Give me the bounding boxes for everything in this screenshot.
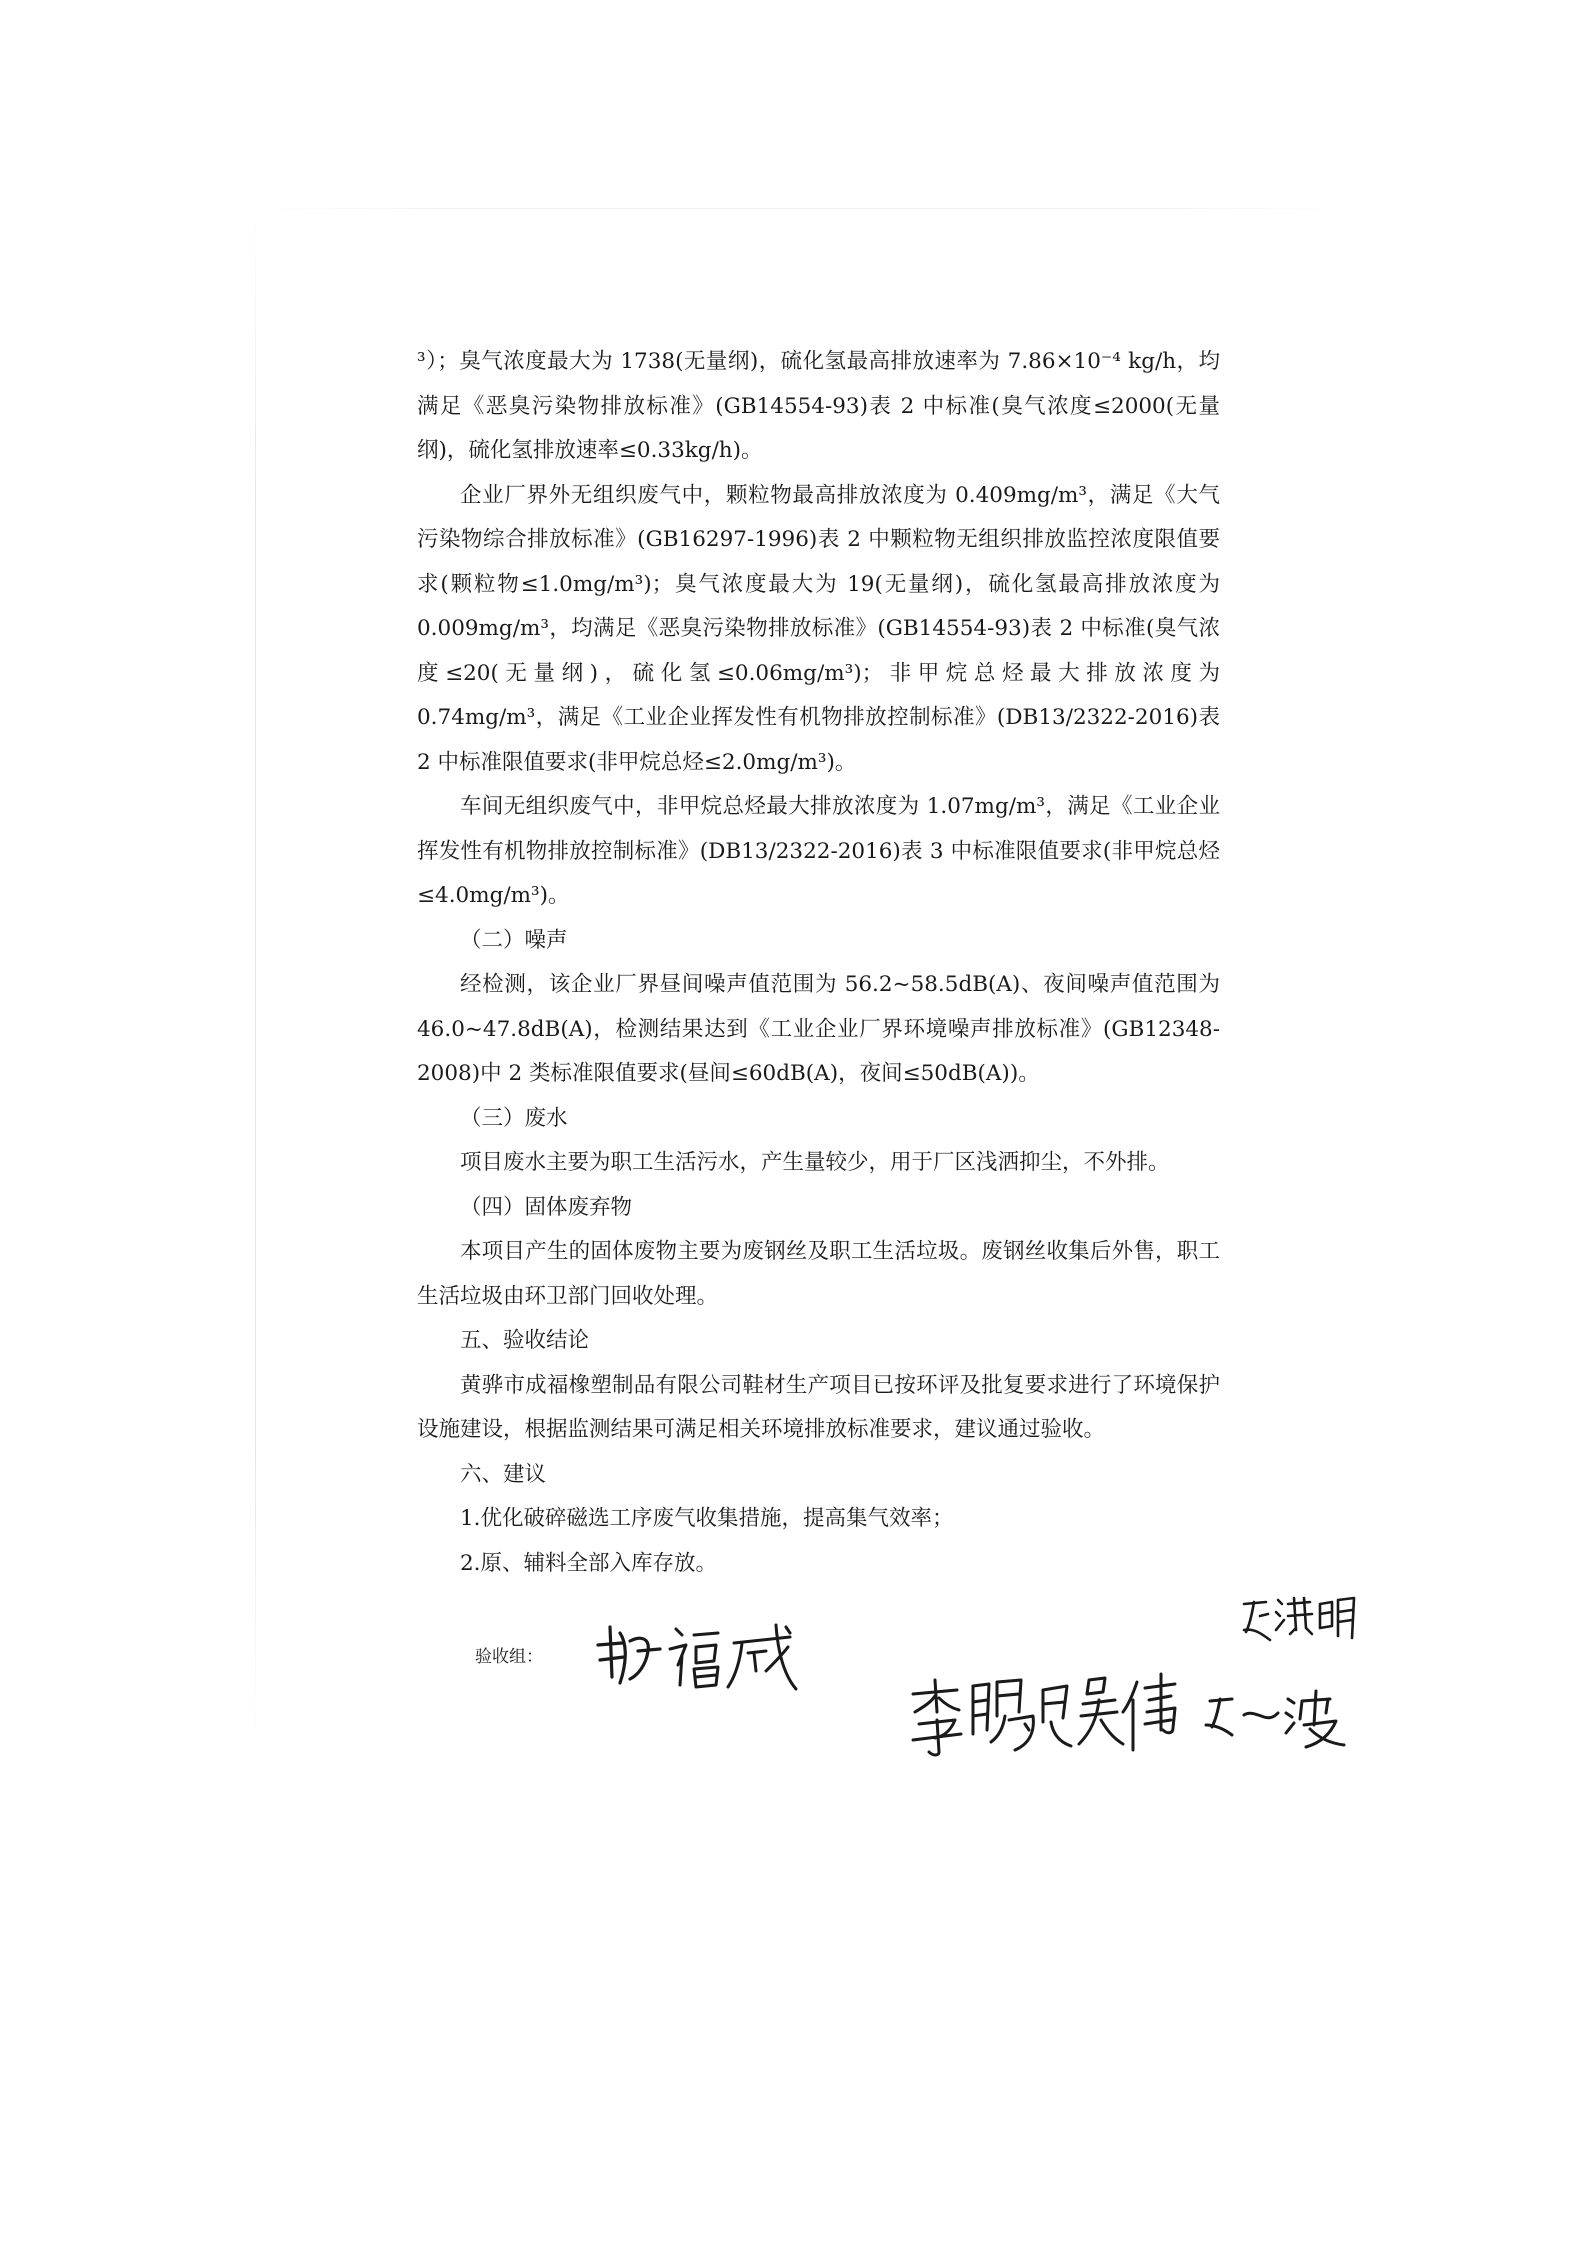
suggestion-item-1: 1.优化破碎磁选工序废气收集措施，提高集气效率；	[460, 1506, 954, 1531]
heading-noise: （二）噪声	[460, 927, 568, 953]
heading-suggestions: 六、建议	[460, 1461, 547, 1487]
paragraph-noise: 经检测，该企业厂界昼间噪声值范围为 56.2~58.5dB(A)、夜间噪声值范围为 46.0~47.8dB(A)，检测结果达到《工业企业厂界环境噪声排放标准》(GB12348-2008)中 2 类标准限值要求(昼间≤60dB(A)，夜间≤50dB(A))。	[417, 972, 1220, 1086]
signature-wu-wei	[1075, 1668, 1185, 1758]
paragraph-solid-waste: 本项目产生的固体废物主要为废钢丝及职工生活垃圾。废钢丝收集后外售，职工生活垃圾由环卫部门回收处理。	[417, 1239, 1220, 1309]
suggestion-item-2: 2.原、辅料全部入库存放。	[460, 1550, 718, 1576]
heading-conclusion: 五、验收结论	[460, 1328, 590, 1353]
signature-wang-yibo	[1200, 1685, 1350, 1755]
signature-li-peng	[905, 1672, 1075, 1762]
heading-solid-waste: （四）固体废弃物	[460, 1194, 633, 1220]
paragraph-boundary-emissions: 企业厂界外无组织废气中，颗粒物最高排放浓度为 0.409mg/m³，满足《大气污染物综合排放标准》(GB16297-1996)表 2 中颗粒物无组织排放监控浓度限值要求(颗粒物≤1.0mg/m³)；臭气浓度最大为 19(无量纲)，硫化氢最高排放浓度为 0.009mg/m³，均满足《恶臭污染物排放标准》(GB14554-93)表 2 中标准(臭气浓度≤20(无量纲)，硫化氢≤0.06mg/m³)；非甲烷总烃最大排放浓度为 0.74mg/m³，满足《工业企业挥发性有机物排放控制标准》(DB13/2322-2016)表 2 中标准限值要求(非甲烷总烃≤2.0mg/m³)。	[417, 482, 1220, 775]
document-body	[417, 340, 1220, 1586]
paragraph-odor-results: ³）；臭气浓度最大为 1738(无量纲)，硫化氢最高排放速率为 7.86×10⁻⁴ kg/h，均满足《恶臭污染物排放标准》(GB14554-93)表 2 中标准(臭气浓度≤2000(无量纲)，硫化氢排放速率≤0.33kg/h)。	[417, 349, 1220, 463]
scan-edge-left	[255, 205, 256, 1745]
paragraph-wastewater: 项目废水主要为职工生活污水，产生量较少，用于厂区浅洒抑尘，不外排。	[460, 1150, 1170, 1175]
heading-wastewater: （三）废水	[460, 1105, 568, 1131]
acceptance-group-label: 验收组：	[475, 1647, 543, 1667]
signature-wang-hongming	[1240, 1590, 1360, 1650]
paragraph-workshop-emissions: 车间无组织废气中，非甲烷总烃最大排放浓度为 1.07mg/m³，满足《工业企业挥发性有机物排放控制标准》(DB13/2322-2016)表 3 中标准限值要求(非甲烷总烃≤4.0mg/m³)。	[417, 794, 1220, 908]
signature-han-fucheng	[590, 1605, 800, 1700]
scan-edge-top	[260, 208, 1340, 209]
paragraph-conclusion: 黄骅市成福橡塑制品有限公司鞋材生产项目已按环评及批复要求进行了环境保护设施建设，根据监测结果可满足相关环境排放标准要求，建议通过验收。	[417, 1372, 1220, 1442]
